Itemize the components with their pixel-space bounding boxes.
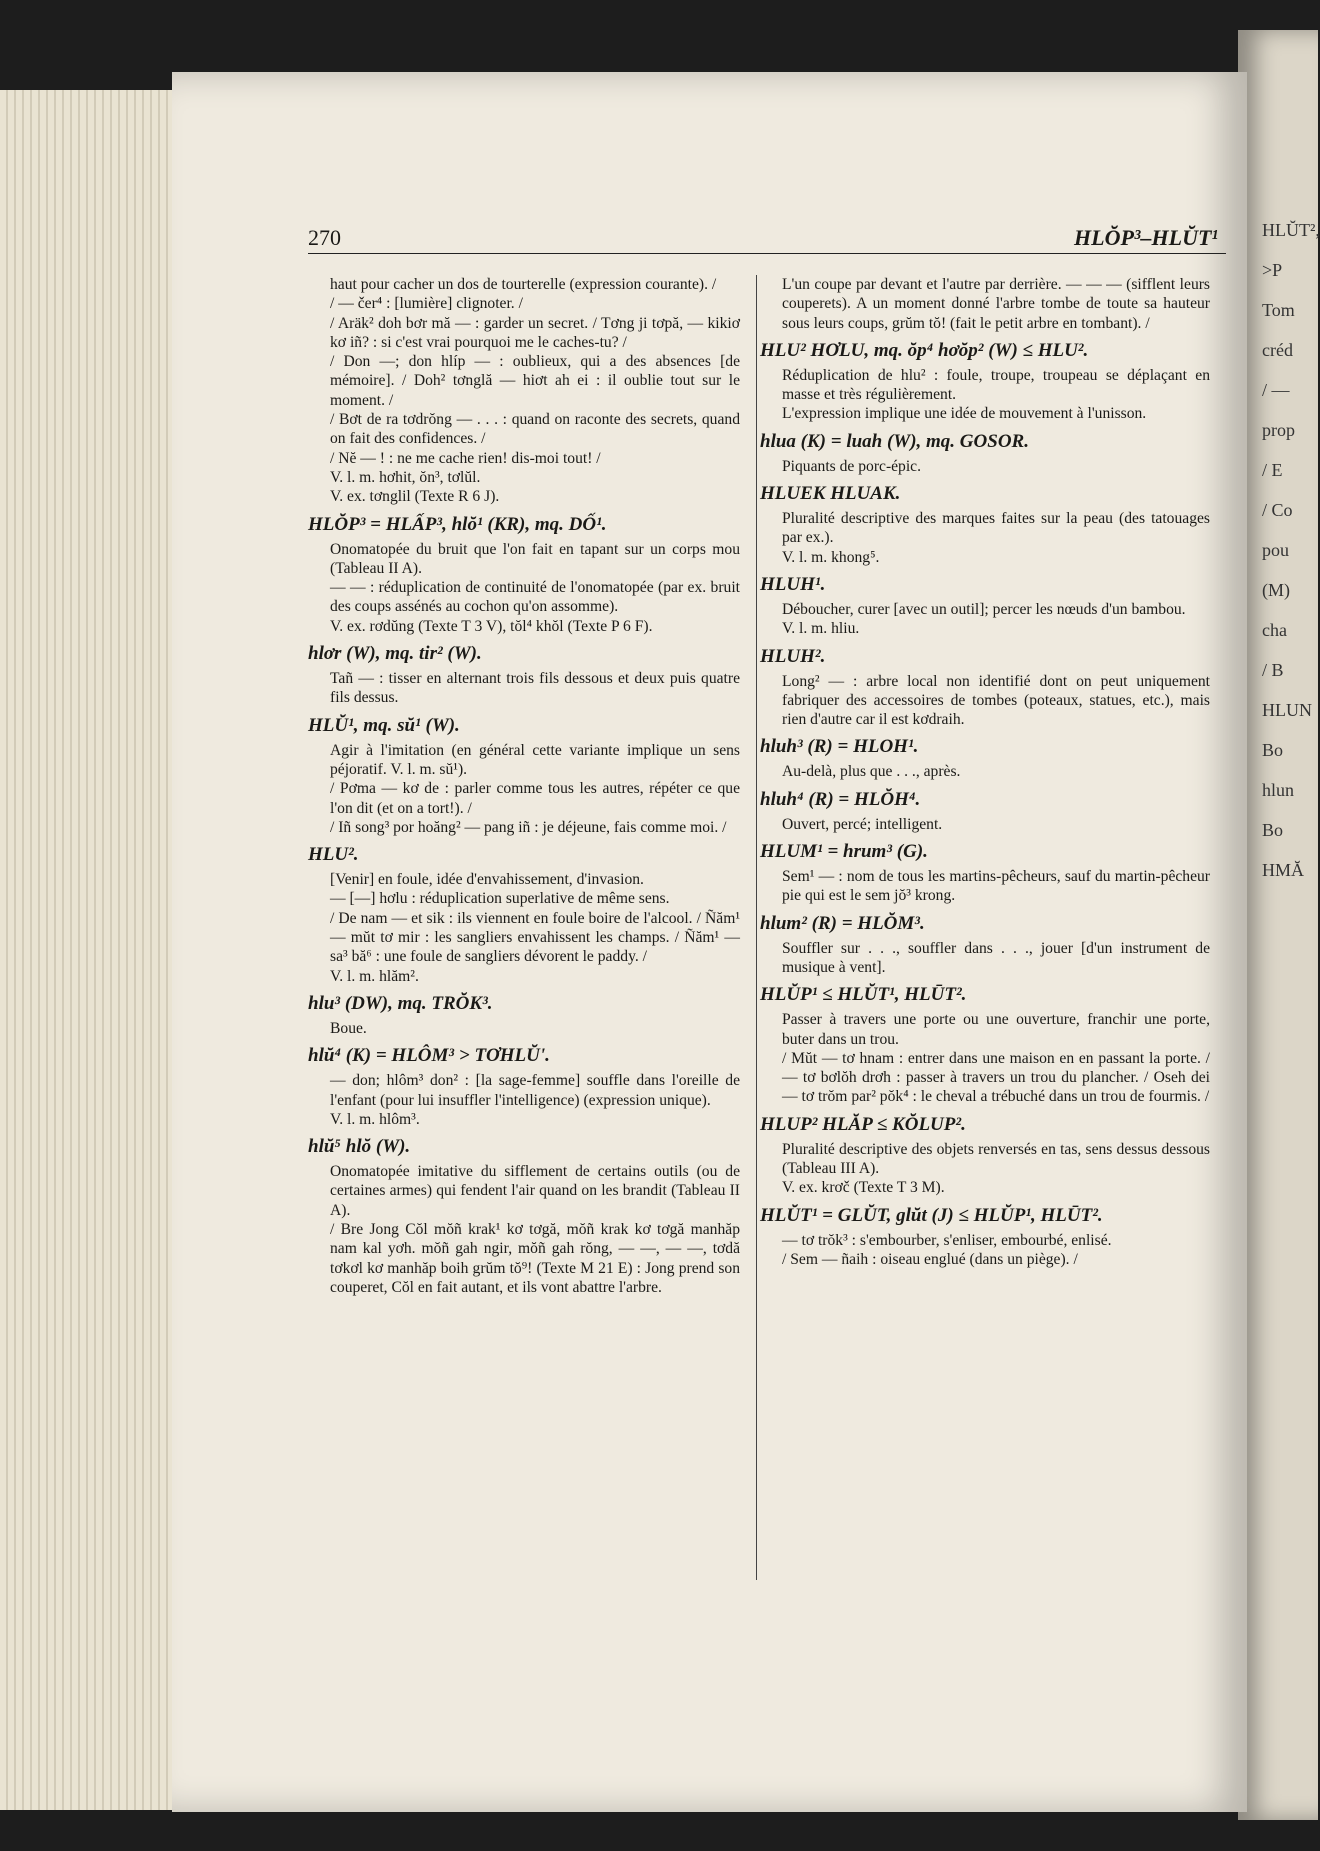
definition-line: / Bre Jong Cŏl mŏñ krak¹ kơ tơgă, mŏñ krak kơ tơgă manhăp nam kal yơh. mŏñ gah ngir, mŏñ gah rŏng, — —, — —, tơdă tơkơl kơ manhăp boih grŭm tŏ⁹! (Texte M 21 E) : Jong prend son couperet, Cŏl en fait autant, et ils vont abattre l'arbre.: [330, 1220, 740, 1296]
definition-line: / Don —; don hlíp — : oublieux, qui a des absences [de mémoire]. / Doh² tơnglă — hiơt ah ei : il oublie tout sur le moment. /: [330, 353, 740, 409]
definition-line: V. ex. krơč (Texte T 3 M).: [782, 1179, 945, 1197]
definition-line: Réduplication de hlu² : foule, troupe, troupeau se déplaçant en masse et très régulièrement.: [782, 366, 1210, 404]
definition-line: Pluralité descriptive des marques faites sur la peau (des tatouages par ex.).: [782, 510, 1210, 547]
next-page-fragment: / Co: [1262, 500, 1293, 520]
definition-line: — tơ trŏk³ : s'embourber, s'enliser, embourbé, enlisé.: [782, 1231, 1112, 1249]
entry-headword: HLŬ¹, mq. sŭ¹ (W).: [308, 714, 460, 736]
column-divider: [756, 275, 757, 1580]
dictionary-entry: [760, 645, 1210, 730]
next-page-fragment: / E: [1262, 460, 1283, 480]
next-page-fragment: HMĂ: [1262, 860, 1305, 880]
next-page-fragment: Bo: [1262, 740, 1284, 760]
definition-line: / Sem — ñaih : oiseau englué (dans un piège). /: [782, 1250, 1078, 1268]
entry-headword: hluh³ (R) = HLOH¹.: [760, 736, 919, 758]
dictionary-entry: [760, 1113, 1210, 1198]
dictionary-entry: [308, 513, 740, 636]
definition-line: Boue.: [330, 1019, 367, 1037]
dictionary-entry: [760, 430, 1210, 476]
definition-line: Long² — : arbre local non identifié dont on peut uniquement fabriquer des accessoires de tombes (poteaux, statues, etc.), mais rien d'autre car il est kơdraih.: [782, 672, 1210, 729]
definition-line: haut pour cacher un dos de tourterelle (expression courante). /: [330, 276, 717, 293]
page-stack-edge: [0, 90, 190, 1810]
dictionary-entry: [760, 1204, 1210, 1270]
next-page-fragment: HLŬT²,: [1262, 220, 1320, 240]
entry-headword: hlu³ (DW), mq. TRŎK³.: [308, 992, 493, 1014]
definition-line: Passer à travers une porte ou une ouverture, franchir une porte, buter dans un trou.: [782, 1011, 1210, 1048]
dictionary-entry: [760, 912, 1210, 978]
definition-line: L'un coupe par devant et l'autre par derrière. — — — (sifflent leurs couperets). A un moment donné l'arbre tombe de toute sa hauteur sous leurs coups, grŭm tŏ! (fait le petit arbre en tombant). /: [782, 276, 1210, 332]
definition-line: Onomatopée imitative du sifflement de certains outils (ou de certaines armes) qui fendent l'air quand on les brandit (Tableau II A).: [330, 1163, 740, 1219]
definition-line: V. l. m. khong⁵.: [782, 548, 880, 566]
definition-line: / Aräk² doh bơr mă — : garder un secret. / Tơng ji tơpă, — kikiơ kơ iñ? : si c'est vrai pourquoi me le caches-tu? /: [330, 314, 740, 351]
next-page-fragment: Bo: [1262, 820, 1284, 840]
definition-line: Agir à l'imitation (en général cette variante implique un sens péjoratif. V. l. m. sŭ¹).: [330, 741, 740, 778]
entry-headword: hlŭ⁵ hlŏ (W).: [308, 1136, 411, 1158]
definition-line: / Pơma — kơ de : parler comme tous les autres, répéter ce que l'on dit (et on a tort!). /: [330, 780, 740, 817]
definition-line: — — : réduplication de continuité de l'onomatopée (par ex. bruit des coups assénés au cochon qu'on assomme).: [330, 579, 740, 616]
right-column: [760, 275, 1210, 1275]
entry-headword: HLUEK HLUAK.: [760, 483, 901, 505]
entry-headword: hlum² (R) = HLŎM³.: [760, 912, 925, 934]
next-page-fragment: pou: [1262, 540, 1289, 560]
page-header: [308, 225, 1226, 254]
definition-line: Sem¹ — : nom de tous les martins-pêcheurs, sauf du martin-pêcheur pie qui est le sem jŏ³ krong.: [782, 868, 1210, 905]
definition-line: Ouvert, percé; intelligent.: [782, 815, 943, 833]
definition-line: — [—] hơlu : réduplication superlative de même sens.: [330, 890, 670, 908]
entry-headword: HLU² HƠLU, mq. ŏp⁴ hơŏp² (W) ≤ HLU².: [760, 339, 1089, 361]
dictionary-entry: [760, 735, 1210, 781]
entry-headword: hlŭ⁴ (K) = HLÔM³ > TƠHLŬ'.: [308, 1045, 550, 1067]
next-page-fragment: Tom: [1262, 300, 1295, 320]
next-page-fragment: prop: [1262, 420, 1295, 440]
next-page-fragment: HLUN: [1262, 700, 1312, 720]
dictionary-entry: [760, 339, 1210, 424]
entry-headword: HLŬT¹ = GLŬT, glŭt (J) ≤ HLŬP¹, HLŪT².: [760, 1204, 1103, 1226]
next-page-fragment: / —: [1262, 380, 1290, 400]
dictionary-entry: [760, 788, 1210, 834]
definition-line: / Iñ song³ por hoăng² — pang iñ : je déjeune, fais comme moi. /: [330, 818, 727, 836]
entry-headword: HLUH¹.: [760, 573, 826, 595]
definition-line: / Mŭt — tơ hnam : entrer dans une maison en en passant la porte. / — tơ bơlŏh drơh : passer à travers un trou du plancher. / Oseh dei — tơ trŏm par² pŏk⁴ : le cheval a trébuché dans un trou de fourmis. /: [782, 1049, 1210, 1106]
dictionary-entry: [308, 714, 740, 837]
next-page-fragment: >P: [1262, 260, 1283, 280]
definition-line: V. l. m. hliu.: [782, 620, 860, 638]
next-page-edge: [1238, 30, 1318, 1820]
definition-line: / — čer⁴ : [lumière] clignoter. /: [330, 295, 523, 313]
next-page-fragment: créd: [1262, 340, 1293, 360]
dictionary-entry: [760, 840, 1210, 906]
entry-headword: hlua (K) = luah (W), mq. GOSOR.: [760, 430, 1029, 452]
entry-headword: HLŎP³ = HLẤP³, hlŏ¹ (KR), mq. DỐ¹.: [308, 513, 607, 535]
definition-line: V. l. m. hơhit, ŏn³, tơlŭl.: [330, 468, 481, 486]
dictionary-entry: [308, 1044, 740, 1129]
definition-line: V. ex. tơnglil (Texte R 6 J).: [330, 488, 500, 506]
definition-line: V. l. m. hlăm².: [330, 967, 419, 985]
next-page-fragments: [1262, 210, 1320, 890]
definition-line: V. l. m. hlôm³.: [330, 1110, 420, 1128]
entry-headword: HLUP² HLĂP ≤ KŎLUP².: [760, 1113, 966, 1135]
definition-line: Souffler sur . . ., souffler dans . . ., jouer [d'un instrument de musique à vent].: [782, 939, 1210, 976]
dictionary-entry: [308, 992, 740, 1038]
dictionary-entry: [760, 482, 1210, 567]
left-column: [308, 275, 740, 1303]
definition-line: Onomatopée du bruit que l'on fait en tapant sur un corps mou (Tableau II A).: [330, 540, 740, 577]
definition-line: Pluralité descriptive des objets renversés en tas, sens dessus dessous (Tableau III A).: [782, 1140, 1210, 1178]
entry-continuation: [330, 275, 740, 507]
definition-line: V. ex. rơdŭng (Texte T 3 V), tŏl⁴ khŏl (Texte P 6 F).: [330, 617, 653, 635]
dictionary-entry: [308, 843, 740, 986]
definition-line: Déboucher, curer [avec un outil]; percer les nœuds d'un bambou.: [782, 600, 1186, 618]
entry-headword: HLŬP¹ ≤ HLŬT¹, HLŪT².: [760, 984, 967, 1006]
running-head: HLŎP³–HLŬT¹: [1074, 225, 1218, 250]
entry-headword: HLU².: [308, 844, 359, 866]
dictionary-entry: [760, 983, 1210, 1106]
page-number: 270: [308, 225, 341, 250]
definition-line: Piquants de porc-épic.: [782, 457, 922, 475]
next-page-fragment: (M): [1262, 580, 1290, 600]
entry-headword: HLUH².: [760, 645, 826, 667]
dictionary-entry: [760, 573, 1210, 639]
definition-line: Tañ — : tisser en alternant trois fils dessous et deux puis quatre fils dessus.: [330, 670, 740, 707]
definition-line: / De nam — et sik : ils viennent en foule boire de l'alcool. / Ñăm¹ — mŭt tơ mir : les sangliers envahissent les champs. / Ñăm¹ — sa³ bă⁶ : une foule de sangliers dévorent le paddy. /: [330, 909, 740, 966]
definition-line: Au-delà, plus que . . ., après.: [782, 763, 961, 781]
definition-line: / Bơt de ra tơdrŏng — . . . : quand on raconte des secrets, quand on fait des confidences. /: [330, 411, 740, 448]
dictionary-entry: [308, 1135, 740, 1297]
dictionary-entry: [308, 642, 740, 708]
entry-headword: HLUM¹ = hrum³ (G).: [760, 841, 928, 863]
next-page-fragment: / B: [1262, 660, 1284, 680]
entry-headword: hlơr (W), mq. tir² (W).: [308, 643, 482, 665]
entry-continuation: [782, 275, 1210, 333]
definition-line: [Venir] en foule, idée d'envahissement, d'invasion.: [330, 871, 644, 889]
next-page-fragment: cha: [1262, 620, 1287, 640]
entry-headword: hluh⁴ (R) = HLŎH⁴.: [760, 788, 921, 810]
definition-line: — don; hlôm³ don² : [la sage-femme] souffle dans l'oreille de l'enfant (pour lui insuffler l'intelligence) (expression unique).: [330, 1072, 740, 1109]
next-page-fragment: hlun: [1262, 780, 1295, 800]
definition-line: L'expression implique une idée de mouvement à l'unisson.: [782, 405, 1147, 423]
definition-line: / Nĕ — ! : ne me cache rien! dis-moi tout! /: [330, 449, 601, 467]
